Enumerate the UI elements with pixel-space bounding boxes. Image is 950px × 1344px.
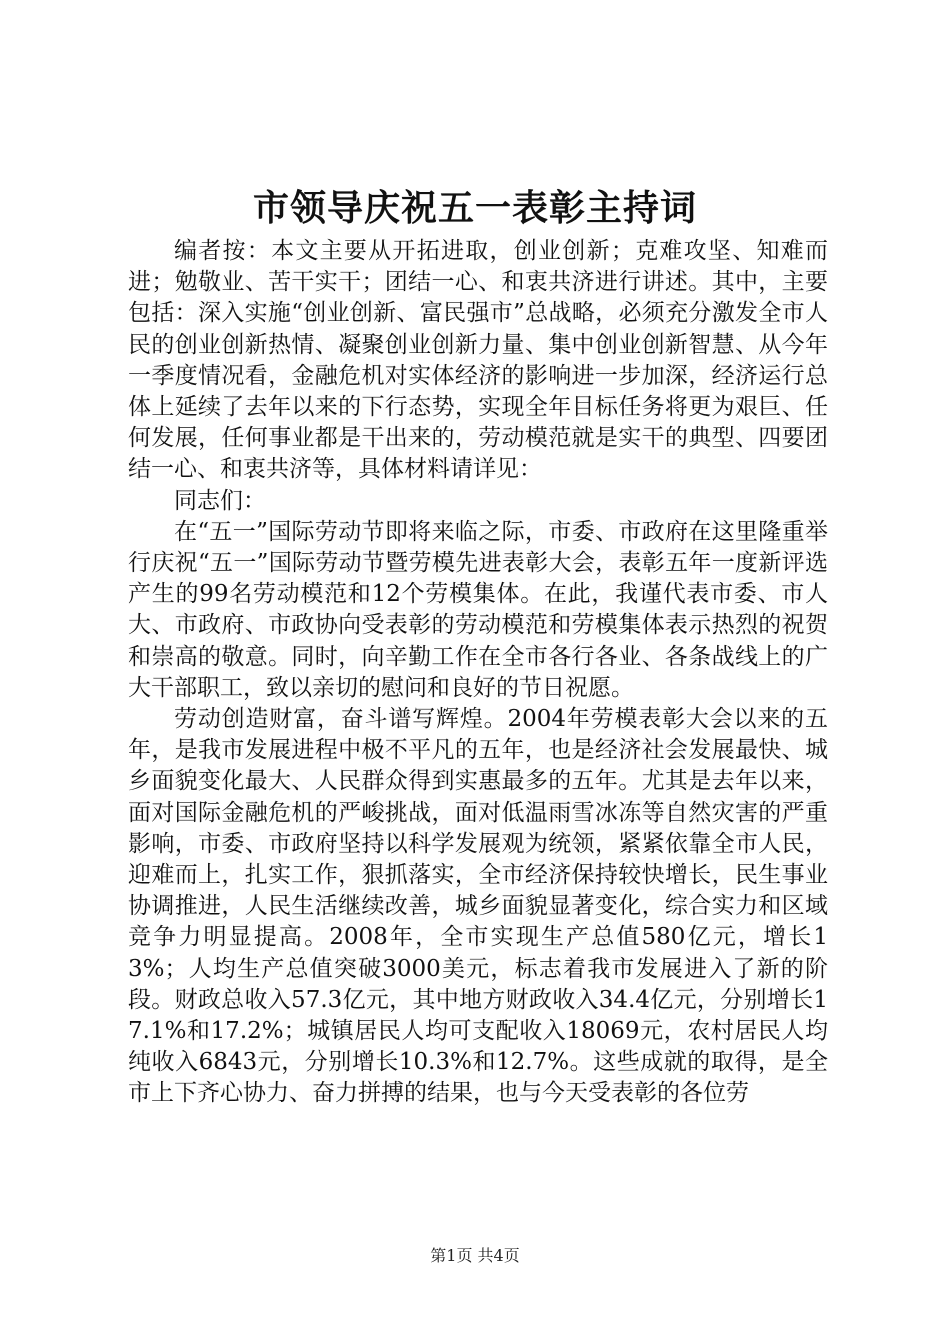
- paragraph-opening: 在“五一”国际劳动节即将来临之际，市委、市政府在这里隆重举行庆祝“五一”国际劳动节暨劳模先进表彰大会，表彰五年一度新评选产生的99名劳动模范和12个劳模集体。在此，我谨代表市委、市人大、市政府、市政协向受表彰的劳动模范和劳模集体表示热烈的祝贺和崇高的敬意。同时，向辛勤工作在全市各行各业、各条战线上的广大干部职工，致以亲切的慰问和良好的节日祝愿。: [128, 518, 828, 701]
- document-title: 市领导庆祝五一表彰主持词: [252, 187, 697, 229]
- document-body: [128, 236, 828, 1110]
- paragraph-greeting: 同志们：: [174, 487, 266, 514]
- page-indicator: 第1页 共4页: [430, 1246, 520, 1265]
- paragraph-achievements: 劳动创造财富，奋斗谱写辉煌。2004年劳模表彰大会以来的五年，是我市发展进程中极不平凡的五年，也是经济社会发展最快、城乡面貌变化最大、人民群众得到实惠最多的五年。尤其是去年以来，面对国际金融危机的严峻挑战，面对低温雨雪冰冻等自然灾害的严重影响，市委、市政府坚持以科学发展观为统领，紧紧依靠全市人民，迎难而上，扎实工作，狠抓落实，全市经济保持较快增长，民生事业协调推进，人民生活继续改善，城乡面貌显著变化，综合实力和区域竞争力明显提高。2008年，全市实现生产总值580亿元，增长13%；人均生产总值突破3000美元，标志着我市发展进入了新的阶段。财政总收入57.3亿元，其中地方财政收入34.4亿元，分别增长17.1%和17.2%；城镇居民人均可支配收入18069元，农村居民人均纯收入6843元，分别增长10.3%和12.7%。这些成就的取得，是全市上下齐心协力、奋力拼搏的结果，也与今天受表彰的各位劳: [128, 706, 828, 1107]
- page-footer: [0, 1245, 950, 1267]
- paragraph-editor-note: 编者按：本文主要从开拓进取，创业创新；克难攻坚、知难而进；勉敬业、苦干实干；团结一心、和衷共济进行讲述。其中，主要包括：深入实施“创业创新、富民强市”总战略，必须充分激发全市人民的创业创新热情、凝聚创业创新力量、集中创业创新智慧、从今年一季度情况看，金融危机对实体经济的影响进一步加深，经济运行总体上延续了去年以来的下行态势，实现全年目标任务将更为艰巨、任何发展，任何事业都是干出来的，劳动模范就是实干的典型、四要团结一心、和衷共济等，具体材料请详见：: [128, 238, 828, 483]
